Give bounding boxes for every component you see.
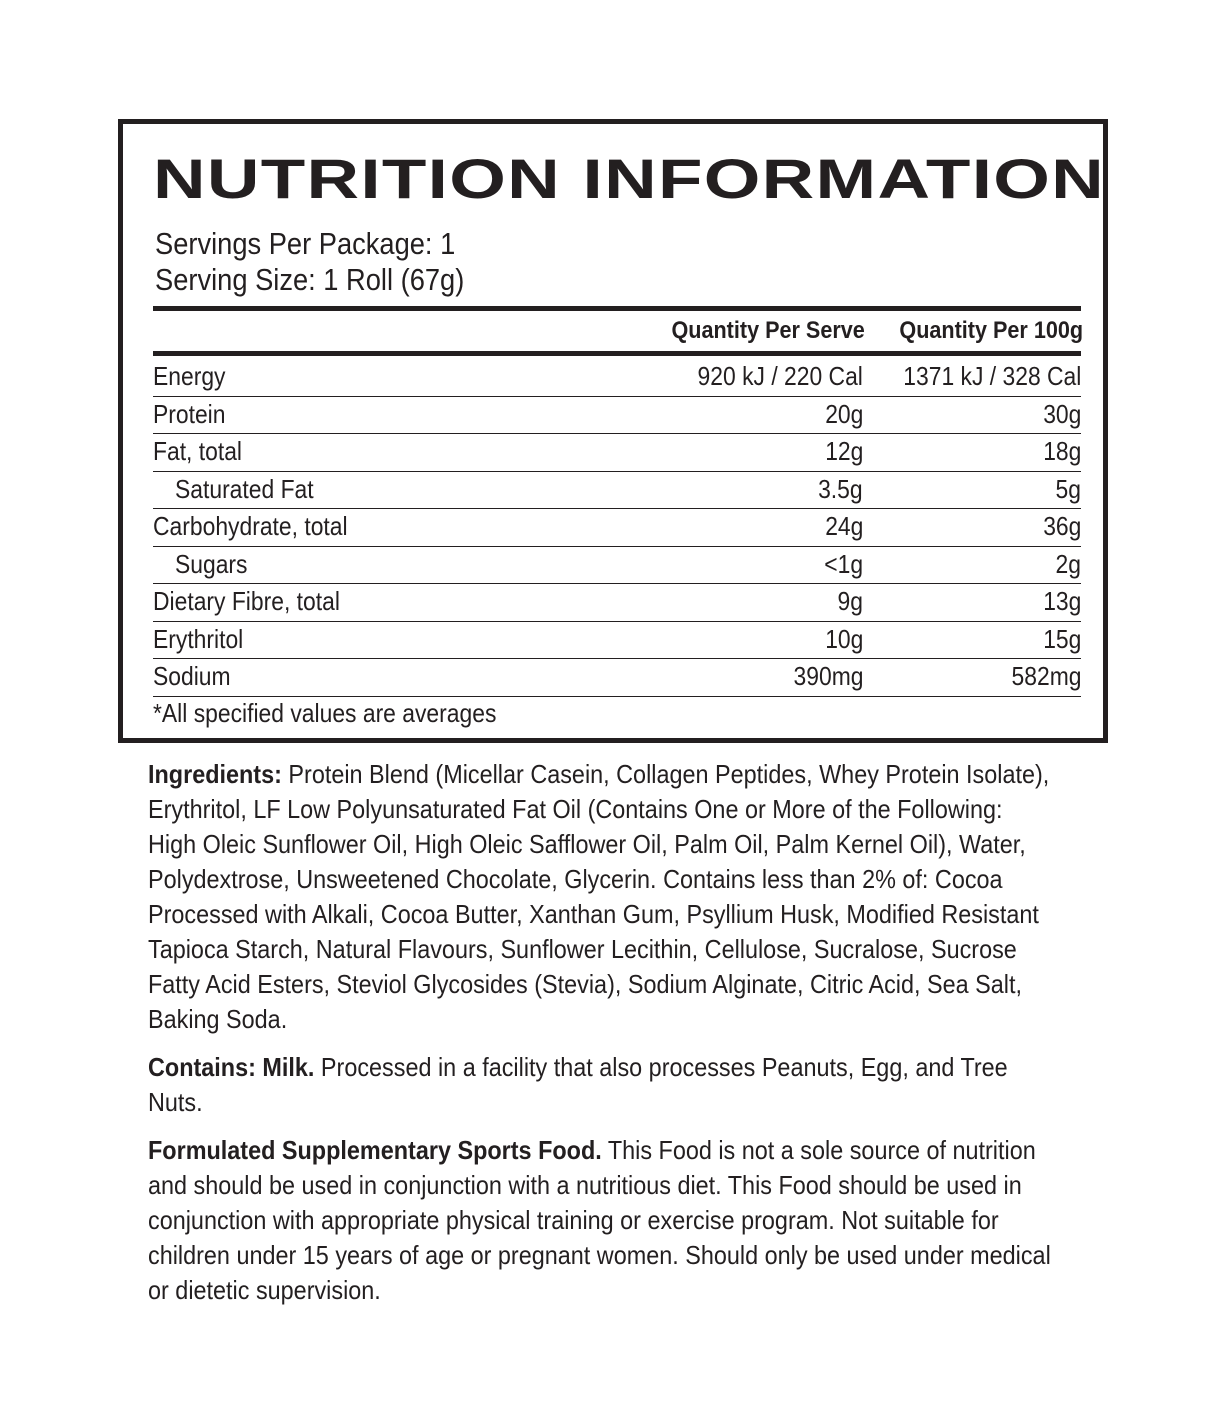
contains-label: Contains: Milk. [148,1052,315,1082]
formulated-text: This Food is not a sole source of nutrition and should be used in conjunction with a nutritious diet. This Food should be used in conjunction with appropriate physical training or exercise program. Not suitable for children under 15 years of age or pregnant women. Should only be used under medical or dietetic supervision. [148,1135,1051,1305]
table-row [153,509,1081,547]
value-per-serve: 10g [824,623,863,654]
value-per-serve: 9g [837,586,863,616]
value-per-100g: 18g [1042,436,1081,466]
value-per-100g: 1371 kJ / 328 Cal [902,361,1081,391]
value-per-serve: 20g [824,398,863,429]
value-per-100g: 30g [1042,398,1081,429]
table-row [153,584,1081,622]
value-per-serve: <1g [824,548,863,579]
value-per-100g: 5g [1055,473,1081,504]
footnote: *All specified values are averages [153,698,497,728]
ingredients-text: Protein Blend (Micellar Casein, Collagen Peptides, Whey Protein Isolate), Erythritol, LF Low Polyunsaturated Fat Oil (Contains One or More of the Following: High Oleic Sunflower Oil, High Oleic Safflower Oil, Palm Oil, Palm Kernel Oil), Water, Polydextrose, Unsweetened Chocolate, Glycerin. Contains less than 2% of: Cocoa Processed with Alkali, Cocoa Butter, Xanthan Gum, Psyllium Husk, Modified Resistant Tapioca Starch, Natural Flavours, Sunflower Lecithin, Cellulose, Sucralose, Sucrose Fatty Acid Esters, Steviol Glycosides (Stevia), Sodium Alginate, Citric Acid, Sea Salt, Baking Soda. [148,759,1050,1034]
value-per-100g: 36g [1042,511,1081,541]
ingredients-paragraph [148,757,1057,1037]
formulated-paragraph [148,1133,1057,1308]
value-per-serve: 12g [824,436,863,466]
header-top-rule [153,306,1081,311]
value-per-serve: 390mg [793,661,863,691]
servings-per-package: Servings Per Package: 1 [155,226,456,261]
column-header-per-100g: Quantity Per 100g [899,317,1083,344]
nutrient-name: Erythritol [153,623,244,654]
formulated-label: Formulated Supplementary Sports Food. [148,1135,602,1165]
table-row [153,472,1081,510]
value-per-100g: 15g [1042,623,1081,654]
contains-paragraph [148,1050,1057,1120]
value-per-100g: 582mg [1011,661,1081,691]
table-row [153,434,1081,472]
value-per-serve: 24g [824,511,863,541]
nutrient-name: Protein [153,398,226,429]
nutrient-name: Dietary Fibre, total [153,586,340,616]
nutrient-name: Energy [153,361,226,391]
contains-text: Processed in a facility that also processes Peanuts, Egg, and Tree Nuts. [148,1052,1008,1117]
header-bottom-rule [153,351,1081,356]
value-per-100g: 13g [1042,586,1081,616]
value-per-100g: 2g [1055,548,1081,579]
table-row [153,359,1081,397]
table-row [153,659,1081,697]
ingredients-label: Ingredients: [148,759,282,789]
value-per-serve: 3.5g [818,473,863,504]
nutrient-name: Sugars [175,548,248,579]
value-per-serve: 920 kJ / 220 Cal [697,361,863,391]
nutrition-table [153,359,1081,697]
nutrient-name: Sodium [153,661,231,691]
table-row [153,547,1081,585]
serving-info [155,226,464,298]
nutrient-name: Fat, total [153,436,243,466]
serving-size: Serving Size: 1 Roll (67g) [155,262,465,297]
nutrient-name: Saturated Fat [175,473,314,504]
nutrient-name: Carbohydrate, total [153,511,348,541]
table-row [153,622,1081,660]
panel-title: NUTRITION INFORMATION [153,147,1106,210]
nutrition-panel [118,119,1108,743]
column-header-per-serve: Quantity Per Serve [671,317,865,344]
table-row [153,397,1081,435]
